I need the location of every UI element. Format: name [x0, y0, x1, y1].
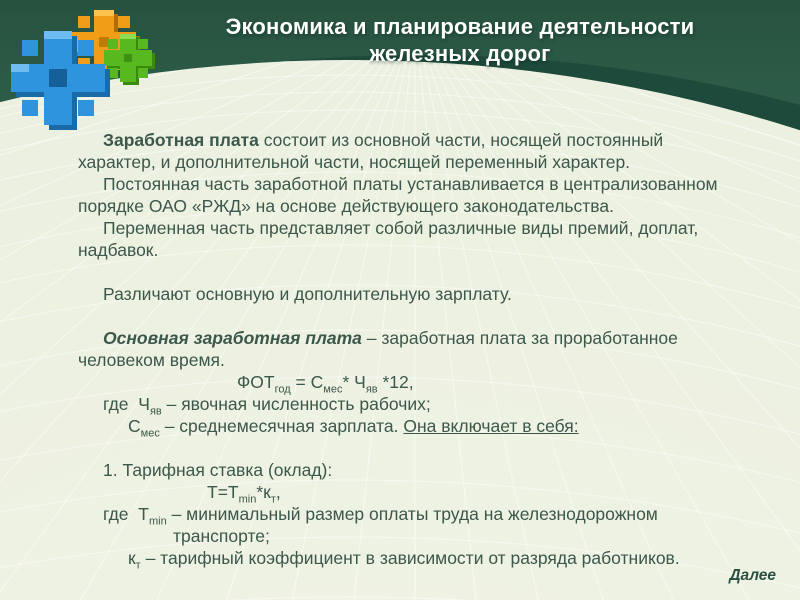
text-run: где Т	[103, 504, 149, 524]
text-run: *12,	[377, 372, 414, 392]
text-run: Т=Т	[207, 482, 239, 502]
subscript: т	[135, 559, 141, 572]
paragraph-distinguish: Различают основную и дополнительную зарплату.	[103, 284, 512, 304]
underlined-includes: Она включает в себя:	[403, 416, 579, 436]
term-salary: Заработная плата	[103, 130, 259, 150]
text-run: состоит из основной части, носящей постоянный	[258, 130, 664, 150]
list-item-tariff-rate: 1. Тарифная ставка (оклад):	[103, 460, 333, 480]
term-basic-salary: Основная заработная плата	[103, 328, 362, 348]
text-run: ФОТ	[237, 372, 275, 392]
text-run: – явочная численность рабочих;	[161, 394, 431, 414]
paragraph-definition-line2: характер, и дополнительной части, носящей переменный характер.	[78, 152, 631, 172]
subscript: min	[148, 515, 167, 528]
text-run: – заработная плата за проработанное	[361, 328, 678, 348]
subscript: т	[270, 493, 276, 506]
paragraph-basic-salary-line2: человеком время.	[78, 350, 225, 370]
paragraph-constant-part-line2: порядке ОАО «РЖД» на основе действующего законодательства.	[78, 196, 614, 216]
slide-title	[140, 13, 780, 67]
slide-body	[78, 129, 778, 572]
paragraph-variable-part-line2: надбавок.	[78, 240, 159, 260]
formula-fot	[78, 371, 778, 396]
subscript: яв	[365, 383, 378, 396]
paragraph-definition-line1	[78, 129, 778, 151]
definition-tmin-line2: транспорте;	[173, 526, 270, 546]
subscript: яв	[149, 405, 162, 418]
subscript: мес	[140, 427, 160, 440]
paragraph-variable-part-line1: Переменная часть представляет собой различные виды премий, доплат,	[103, 218, 699, 238]
spacer	[78, 305, 778, 327]
paragraph-constant-part-line1: Постоянная часть заработной платы устанавливается в централизованном	[103, 174, 718, 194]
text-run: С	[128, 416, 141, 436]
spacer	[78, 261, 778, 283]
formula-tariff	[78, 481, 778, 506]
text-run: к	[128, 548, 136, 568]
text-run: = С	[290, 372, 324, 392]
definition-tmin-line1	[78, 503, 778, 528]
subscript: min	[238, 493, 257, 506]
next-button[interactable]: Далее	[729, 567, 776, 584]
text-run: – среднемесячная зарплата.	[159, 416, 404, 436]
text-run: ,	[275, 482, 281, 502]
slide-title-line2: железных дорог	[369, 41, 551, 66]
definition-chyav	[78, 393, 778, 418]
paragraph-basic-salary-line1	[78, 327, 778, 349]
text-run: – минимальный размер оплаты труда на железнодорожном	[166, 504, 658, 524]
definition-smes	[78, 415, 778, 440]
text-run: *к	[256, 482, 271, 502]
spacer	[78, 437, 778, 459]
definition-kt	[78, 547, 778, 572]
subscript: год	[274, 383, 291, 396]
slide-title-line1: Экономика и планирование деятельности	[225, 14, 695, 39]
text-run: где Ч	[103, 394, 150, 414]
text-run: – тарифный коэффициент в зависимости от разряда работников.	[140, 548, 680, 568]
subscript: мес	[323, 383, 343, 396]
text-run: * Ч	[342, 372, 366, 392]
